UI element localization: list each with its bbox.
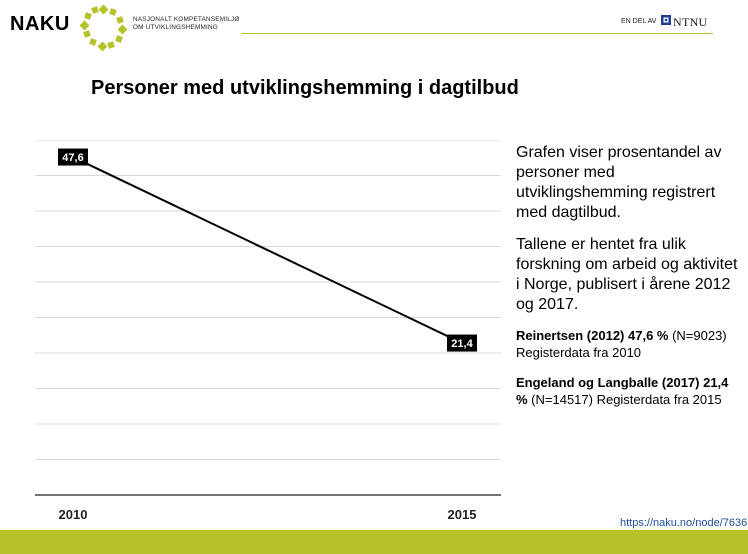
series-line [73,157,462,343]
partner-text: EN DEL AV [621,18,657,25]
x-tick-label: 2015 [447,507,477,522]
naku-logo-icon [80,4,128,52]
description-paragraph-2: Tallene er hentet fra ulik forskning om arbeid og aktivitet i Norge, publisert i årene 2012 og 2017. [516,236,738,313]
source-engeland-detail: (N=14517) Registerdata fra 2015 [527,392,722,407]
source-reinertsen-title: Reinertsen (2012) 47,6 % [516,328,669,343]
chart-x-ticks [59,507,477,522]
source-reinertsen-detail: (N=9023) Registerdata fra 2010 [516,328,727,360]
page-title: Personer med utviklingshemming i dagtilbud [91,77,519,99]
data-label-text: 21,4 [451,338,473,351]
source-engeland-langballe [516,374,741,408]
description-paragraph-1: Grafen viser prosentandel av personer med utviklingshemming registrert med dagtilbud. [516,144,722,221]
x-tick-label: 2010 [58,507,88,522]
org-name-line1: NASJONALT KOMPETANSEMILJØ [133,16,240,23]
ntnu-logo-icon [661,15,671,25]
ntnu-logo-text: NTNU [673,15,708,29]
line-chart [0,140,505,530]
data-label [447,335,477,352]
data-label [58,149,88,166]
organization-name [133,16,240,32]
chart-series [73,157,462,343]
data-label-text: 47,6 [62,152,84,165]
footer-bar [0,530,748,554]
source-link[interactable]: https://naku.no/node/7636 [620,517,748,529]
source-reinertsen [516,327,741,361]
source-engeland-title: Engeland og Langballe (2017) 21,4 % [516,375,729,407]
org-name-line2: OM UTVIKLINGSHEMMING [133,24,218,31]
description-panel [516,143,741,408]
naku-logo-text: NAKU [10,13,70,35]
header-divider [241,33,713,34]
chart-gridlines [35,140,501,460]
